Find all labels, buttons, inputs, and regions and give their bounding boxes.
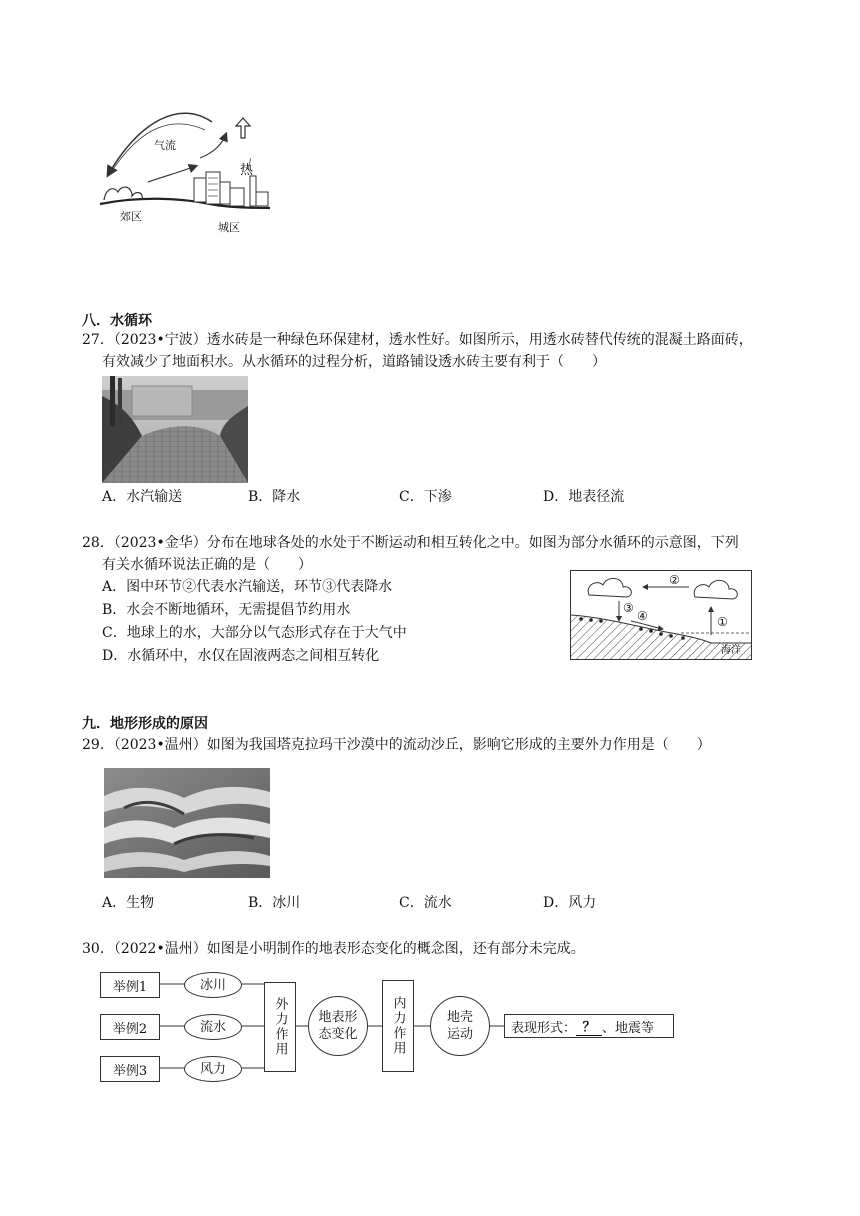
example-2-box: 举例2 bbox=[100, 1014, 160, 1040]
permeable-brick-photo bbox=[102, 376, 248, 483]
q29-line1: 29．（2023•温州）如图为我国塔克拉玛干沙漠中的流动沙丘，影响它形成的主要外力作用是（ ） bbox=[82, 737, 711, 753]
heat-island-figure bbox=[100, 100, 280, 240]
crustal-movement-line1: 地壳 bbox=[446, 1010, 473, 1025]
manifestation-blank[interactable]: ？ bbox=[576, 1016, 602, 1036]
internal-force-label: 内力作用 bbox=[390, 996, 406, 1056]
sand-dune-photo bbox=[104, 768, 270, 878]
q29-option-b[interactable]: B．冰川 bbox=[248, 895, 301, 911]
q28-line2: 有关水循环说法正确的是（ ） bbox=[102, 557, 312, 573]
q27-option-b[interactable]: B．降水 bbox=[248, 489, 301, 505]
manifestation-prefix: 表现形式： bbox=[511, 1020, 577, 1036]
q29-option-a[interactable]: A．生物 bbox=[102, 895, 155, 911]
water-cycle-label-2: ② bbox=[669, 573, 680, 587]
section-8-title: 八．水循环 bbox=[82, 313, 152, 329]
internal-force-box bbox=[382, 980, 414, 1072]
surface-change-node bbox=[308, 996, 368, 1056]
q27-option-c[interactable]: C．下渗 bbox=[399, 489, 452, 505]
q28-option-c[interactable]: C．地球上的水，大部分以气态形式存在于大气中 bbox=[102, 625, 407, 641]
q27-option-a[interactable]: A．水汽输送 bbox=[102, 489, 183, 505]
q30-line1: 30．（2022•温州）如图是小明制作的地表形态变化的概念图，还有部分未完成。 bbox=[82, 941, 585, 957]
q27-line1: 27．（2023•宁波）透水砖是一种绿色环保建材，透水性好。如图所示，用透水砖替代传统的混凝土路面砖， bbox=[82, 332, 753, 348]
external-force-box bbox=[264, 982, 296, 1072]
q29-option-c[interactable]: C．流水 bbox=[399, 895, 452, 911]
q27-option-d[interactable]: D．地表径流 bbox=[543, 489, 625, 505]
manifestation-box bbox=[504, 1014, 674, 1038]
water-cycle-diagram bbox=[570, 570, 752, 660]
q28-line1: 28．（2023•金华）分布在地球各处的水处于不断运动和相互转化之中。如图为部分水循环的示意图，下列 bbox=[82, 535, 739, 551]
example-1-box: 举例1 bbox=[100, 972, 160, 998]
water-cycle-label-4: ④ bbox=[637, 609, 648, 623]
concept-map bbox=[100, 966, 680, 1086]
heat-label: 热 bbox=[240, 163, 254, 178]
airflow-label: 气流 bbox=[154, 139, 176, 152]
example-3-box: 举例3 bbox=[100, 1056, 160, 1082]
crustal-movement-node bbox=[430, 996, 490, 1056]
q28-option-b[interactable]: B．水会不断地循环，无需提倡节约用水 bbox=[102, 602, 351, 618]
surface-change-line2: 态变化 bbox=[318, 1027, 358, 1042]
q27-line2: 有效减少了地面积水。从水循环的过程分析，道路铺设透水砖主要有利于（ ） bbox=[102, 354, 606, 370]
manifestation-suffix: 、地震等 bbox=[602, 1020, 655, 1036]
wind-node: 风力 bbox=[184, 1056, 242, 1082]
water-cycle-label-1: ① bbox=[717, 615, 728, 629]
glacier-node: 冰川 bbox=[184, 972, 242, 998]
running-water-node: 流水 bbox=[184, 1014, 242, 1040]
section-9-title: 九．地形形成的原因 bbox=[82, 716, 208, 732]
crustal-movement-line2: 运动 bbox=[446, 1027, 473, 1042]
suburb-label: 郊区 bbox=[120, 210, 142, 223]
city-label: 城区 bbox=[218, 221, 240, 234]
q29-option-d[interactable]: D．风力 bbox=[543, 895, 597, 911]
q28-option-a[interactable]: A．图中环节②代表水汽输送，环节③代表降水 bbox=[102, 579, 393, 595]
water-cycle-label-3: ③ bbox=[623, 601, 634, 615]
q28-option-d[interactable]: D．水循环中，水仅在固液两态之间相互转化 bbox=[102, 648, 380, 664]
external-force-label: 外力作用 bbox=[272, 997, 288, 1057]
surface-change-line1: 地表形 bbox=[318, 1010, 358, 1025]
ocean-label: 海洋 bbox=[721, 645, 741, 656]
